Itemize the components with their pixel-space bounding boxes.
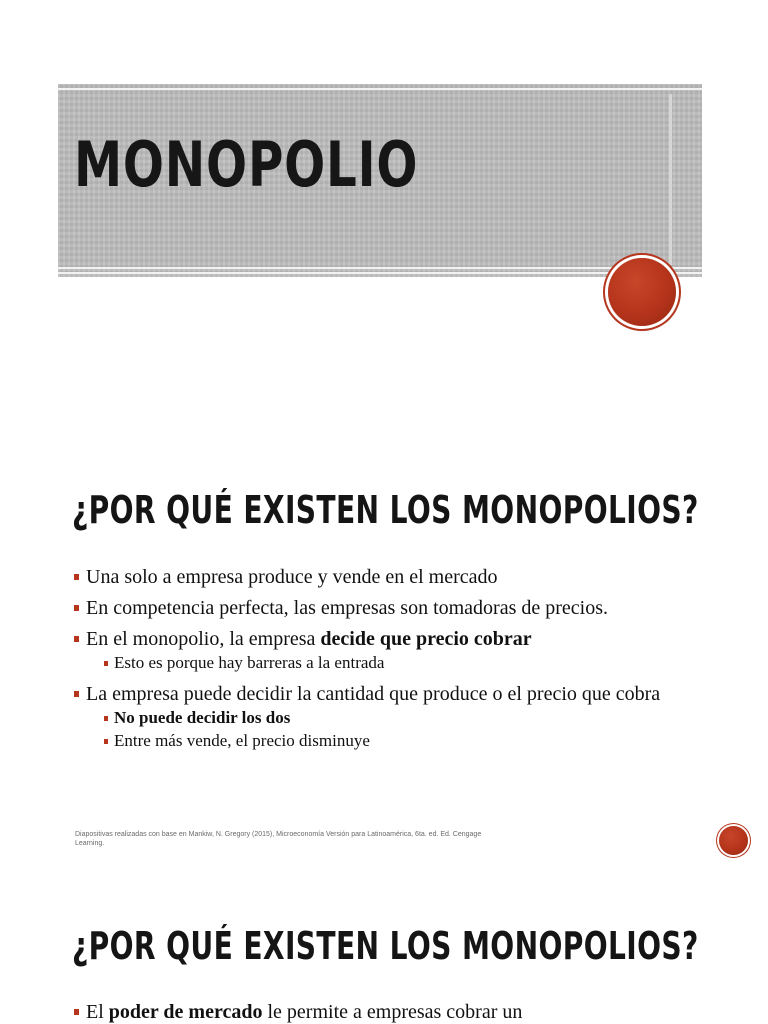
bullet-icon (74, 636, 79, 642)
red-circle-icon (719, 826, 748, 855)
sub-bullet-icon (104, 716, 108, 721)
title-band (58, 84, 702, 277)
bullet-emphasis: decide que precio cobrar (320, 628, 532, 650)
bullet-text: Una solo a empresa produce y vende en el mercado (86, 566, 498, 588)
bullet-icon (74, 1009, 79, 1015)
sub-bullet-text: No puede decidir los dos (114, 708, 291, 727)
slide-heading: ¿POR QUÉ EXISTEN LOS MONOPOLIOS? (72, 488, 699, 532)
slide-heading: ¿POR QUÉ EXISTEN LOS MONOPOLIOS? (72, 924, 699, 968)
list-item (74, 1001, 704, 1023)
bullet-list (74, 566, 704, 761)
bullet-text: En el monopolio, la empresa (86, 628, 321, 650)
sub-list-item (104, 707, 704, 729)
bullet-icon (74, 605, 79, 611)
bullet-icon (74, 574, 79, 580)
red-circle-icon (608, 258, 676, 326)
sub-list (86, 652, 704, 674)
bullet-text: En competencia perfecta, las empresas son tomadoras de precios. (86, 597, 609, 619)
band-bottom-line (58, 267, 702, 269)
bullet-list (74, 1001, 704, 1024)
sub-bullet-icon (104, 739, 108, 744)
band-vertical-line (669, 94, 672, 265)
list-item (74, 628, 704, 674)
slide-title: MONOPOLIO (74, 128, 419, 201)
list-item (74, 566, 704, 588)
bullet-icon (74, 691, 79, 697)
sub-bullet-text: Esto es porque hay barreras a la entrada (114, 653, 385, 672)
sub-list-item (104, 730, 704, 752)
sub-bullet-text: Entre más vende, el precio disminuye (114, 731, 370, 750)
bullet-emphasis: poder de mercado (108, 1001, 263, 1023)
bullet-text: La empresa puede decidir la cantidad que produce o el precio que cobra (86, 683, 661, 705)
sub-list (86, 707, 704, 752)
sub-list-item (104, 652, 704, 674)
band-top-line (58, 88, 702, 90)
list-item (74, 597, 704, 619)
bullet-text: le permite a empresas cobrar un (262, 1001, 523, 1023)
bullet-text: El (86, 1001, 109, 1023)
band-bottom-line-2 (58, 272, 702, 274)
list-item (74, 683, 704, 752)
footnote: Diapositivas realizadas con base en Mankiw, N. Gregory (2015), Microeconomía Versión para Latinoamérica, 6ta. ed. Ed. Cengage Learning. (75, 831, 482, 847)
sub-bullet-icon (104, 661, 108, 666)
